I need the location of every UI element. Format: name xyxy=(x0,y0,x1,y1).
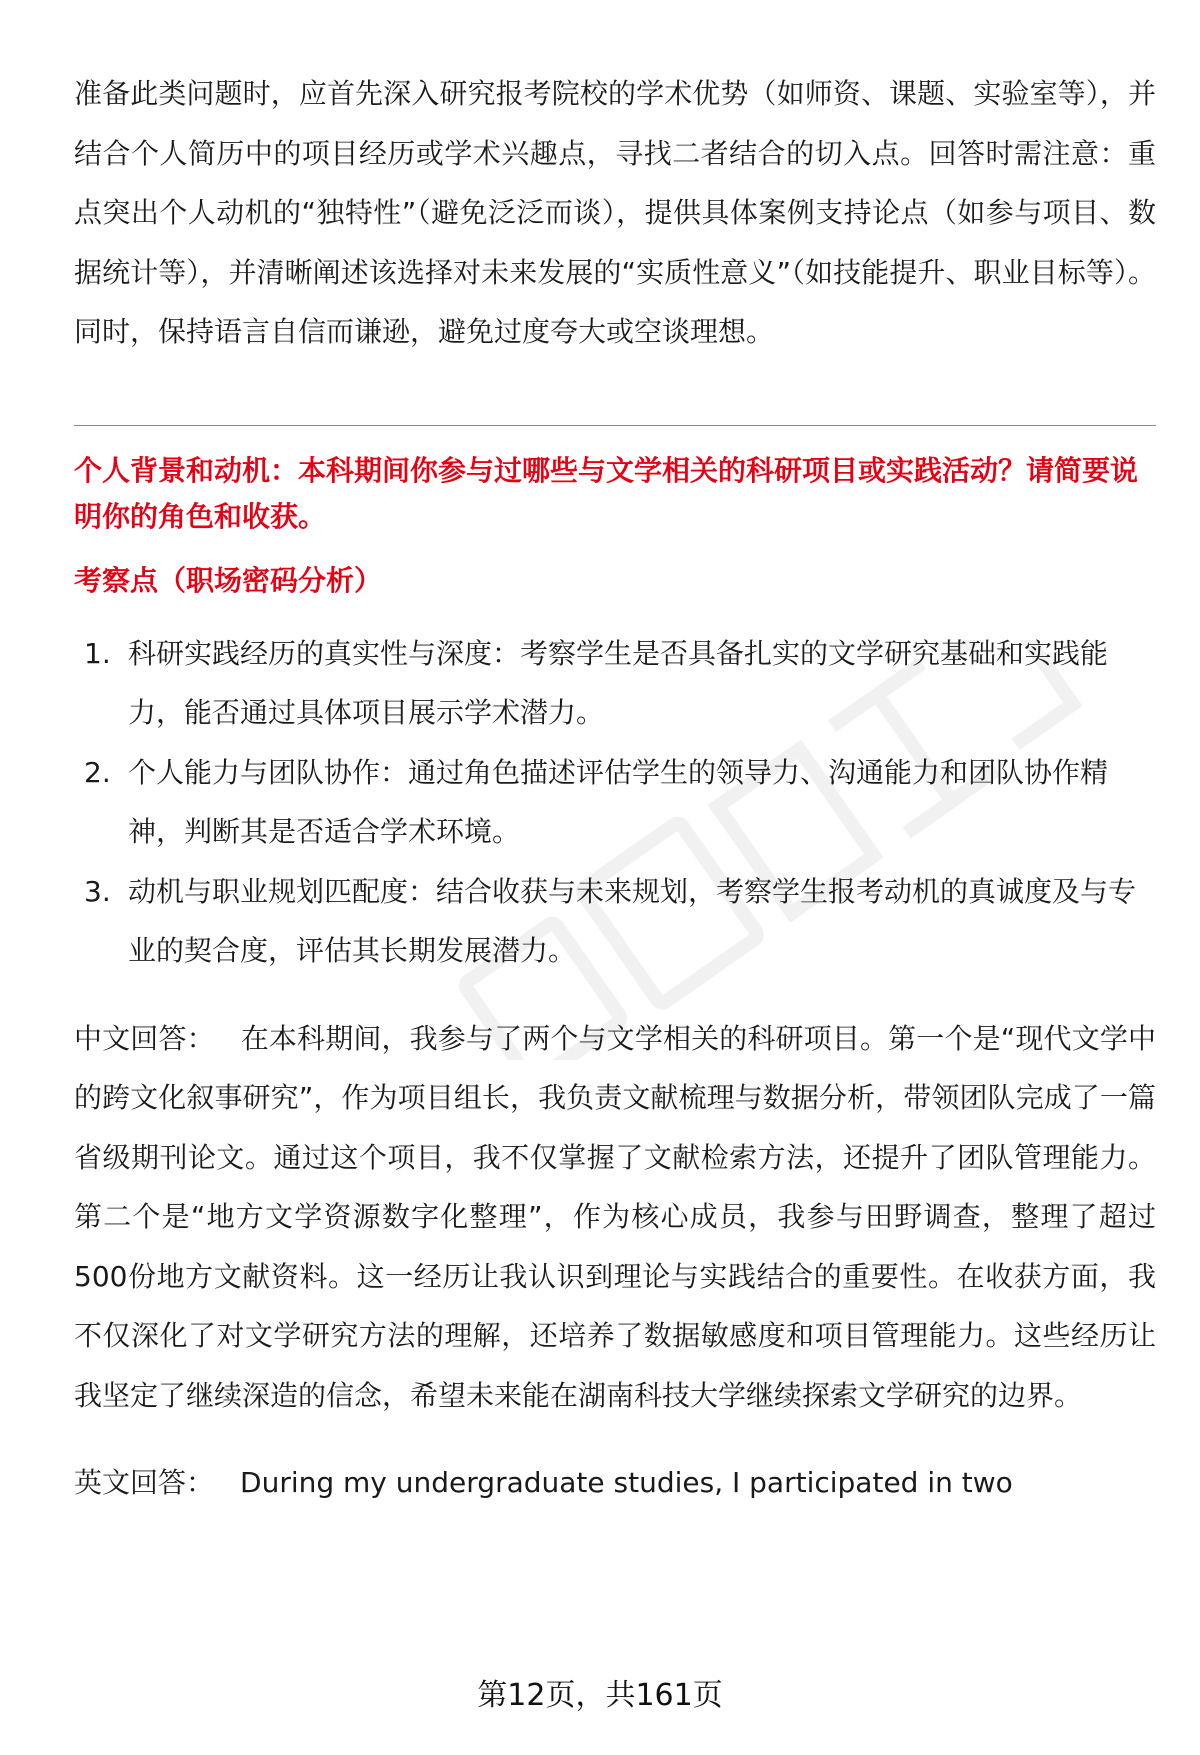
assessment-points-list xyxy=(74,624,1156,981)
list-item-text: 个人能力与团队协作：通过角色描述评估学生的领导力、沟通能力和团队协作精神，判断其是否适合学术环境。 xyxy=(128,755,1109,848)
english-answer-label: 英文回答： xyxy=(74,1466,215,1499)
document-page xyxy=(74,64,1156,1513)
chinese-answer-text: 在本科期间，我参与了两个与文学相关的科研项目。第一个是“现代文学中的跨文化叙事研究”，作为项目组长，我负责文献梳理与数据分析，带领团队完成了一篇省级期刊论文。通过这个项目，我不仅掌握了文献检索方法，还提升了团队管理能力。第二个是“地方文学资源数字化整理”，作为核心成员，我参与田野调查，整理了超过500份地方文献资料。这一经历让我认识到理论与实践结合的重要性。在收获方面，我不仅深化了对文学研究方法的理解，还培养了数据敏感度和项目管理能力。这些经历让我坚定了继续深造的信念，希望未来能在湖南科技大学继续探索文学研究的边界。 xyxy=(74,1021,1156,1412)
chinese-answer xyxy=(74,1009,1156,1426)
list-item-text: 科研实践经历的真实性与深度：考察学生是否具备扎实的文学研究基础和实践能力，能否通过具体项目展示学术潜力。 xyxy=(128,636,1109,729)
assessment-points-title: 考察点（职场密码分析） xyxy=(74,563,383,597)
list-item-number: 1. xyxy=(84,636,111,670)
intro-paragraph: 准备此类问题时，应首先深入研究报考院校的学术优势（如师资、课题、实验室等），并结合个人简历中的项目经历或学术兴趣点，寻找二者结合的切入点。回答时需注意：重点突出个人动机的“独特性”（避免泛泛而谈），提供具体案例支持论点（如参与项目、数据统计等），并清晰阐述该选择对未来发展的“实质性意义”（如技能提升、职业目标等）。同时，保持语言自信而谦逊，避免过度夸大或空谈理想。 xyxy=(74,77,1156,348)
list-item xyxy=(74,624,1156,743)
list-item-number: 2. xyxy=(84,755,111,789)
page-number-footer: 第12页，共161页 xyxy=(477,1678,723,1713)
section-divider xyxy=(74,425,1156,426)
list-item xyxy=(74,862,1156,981)
english-answer-text: During my undergraduate studies, I participated in two xyxy=(240,1466,1013,1499)
english-answer xyxy=(74,1453,1156,1513)
list-item xyxy=(74,743,1156,862)
list-item-number: 3. xyxy=(84,874,111,908)
question-heading: 个人背景和动机：本科期间你参与过哪些与文学相关的科研项目或实践活动？请简要说明你的角色和收获。 xyxy=(74,453,1139,533)
list-item-text: 动机与职业规划匹配度：结合收获与未来规划，考察学生报考动机的真诚度及与专业的契合度，评估其长期发展潜力。 xyxy=(128,874,1137,967)
chinese-answer-label: 中文回答： xyxy=(74,1021,215,1055)
